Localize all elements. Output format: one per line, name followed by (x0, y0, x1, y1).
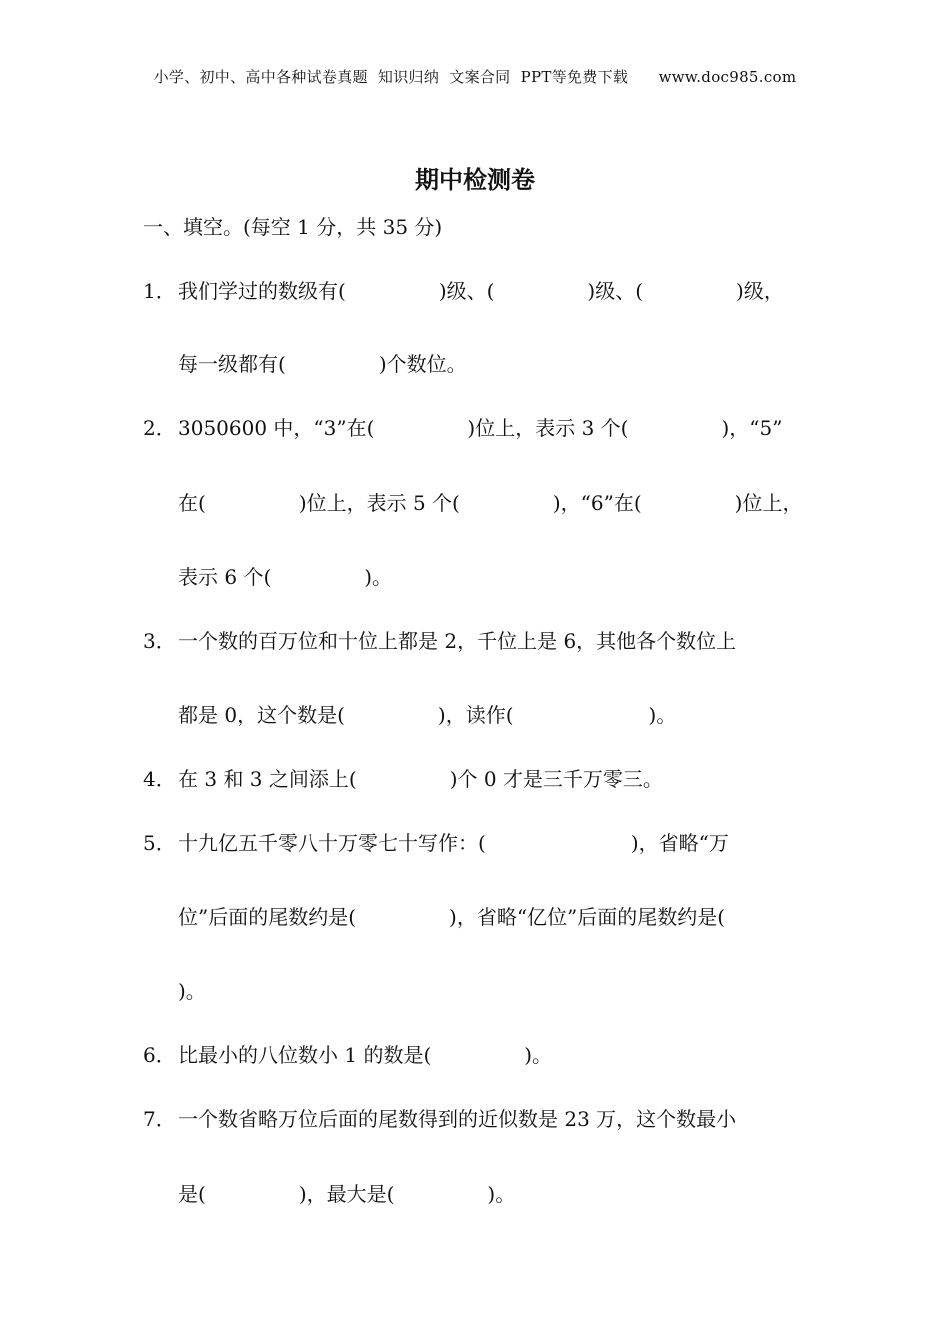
question-text: )位上，表示 5 个( (298, 491, 460, 515)
answer-blank[interactable] (514, 701, 649, 729)
answer-blank[interactable] (494, 277, 587, 305)
question-1-line-1 (143, 277, 784, 305)
answer-blank[interactable] (206, 1180, 299, 1208)
question-number: 3． (143, 629, 176, 653)
question-text: 是( (178, 1182, 206, 1206)
answer-blank[interactable] (286, 350, 379, 378)
question-text: 我们学过的数级有( (178, 279, 346, 303)
question-5-line-2 (178, 903, 725, 931)
question-text: )，省略“亿位”后面的尾数约是( (449, 905, 726, 929)
answer-blank[interactable] (374, 414, 467, 442)
question-number: 5． (143, 831, 176, 855)
question-text: 都是 0，这个数是( (178, 703, 345, 727)
question-number: 4． (143, 767, 176, 791)
question-3-line-1 (143, 627, 736, 655)
question-text: )个数位。 (378, 352, 467, 376)
question-4-line-1 (143, 765, 663, 793)
question-text: )位上，表示 3 个( (467, 416, 629, 440)
question-text: 一个数的百万位和十位上都是 2，千位上是 6，其他各个数位上 (178, 629, 737, 653)
question-text: )。 (524, 1043, 553, 1067)
question-text: 一个数省略万位后面的尾数得到的近似数是 23 万，这个数最小 (178, 1107, 737, 1131)
question-text: )级、( (438, 279, 495, 303)
question-2-line-3 (178, 563, 392, 591)
answer-blank[interactable] (642, 489, 735, 517)
question-text: 在( (178, 491, 206, 515)
answer-blank[interactable] (628, 414, 721, 442)
question-text: )级， (736, 279, 784, 303)
question-number: 6． (143, 1043, 176, 1067)
question-number: 1． (143, 279, 176, 303)
question-text: )，最大是( (298, 1182, 395, 1206)
question-text: )个 0 才是三千万零三。 (449, 767, 663, 791)
answer-blank[interactable] (643, 277, 736, 305)
question-number: 2． (143, 416, 176, 440)
question-text: 位”后面的尾数约是( (178, 905, 357, 929)
question-text: )。 (648, 703, 677, 727)
question-3-line-2 (178, 701, 676, 729)
answer-blank[interactable] (357, 765, 450, 793)
question-text: )。 (364, 565, 393, 589)
answer-blank[interactable] (460, 489, 553, 517)
question-text: 每一级都有( (178, 352, 286, 376)
question-text: )，省略“万 (630, 831, 729, 855)
question-7-line-1 (143, 1105, 736, 1133)
answer-blank[interactable] (206, 489, 299, 517)
question-text: 比最小的八位数小 1 的数是( (178, 1043, 432, 1067)
question-text: 表示 6 个( (178, 565, 272, 589)
answer-blank[interactable] (486, 829, 631, 857)
answer-blank[interactable] (271, 563, 364, 591)
question-2-line-2 (178, 489, 802, 517)
answer-blank[interactable] (346, 277, 439, 305)
question-text: 3050600 中，“3”在( (178, 416, 375, 440)
answer-blank[interactable] (394, 1180, 487, 1208)
question-text: 十九亿五千零八十万零七十写作：( (178, 831, 486, 855)
question-5-line-1 (143, 829, 729, 857)
question-text: )，“6”在( (552, 491, 642, 515)
question-2-line-1 (143, 414, 782, 442)
section-heading: 一、填空。(每空 1 分，共 35 分) (143, 215, 443, 239)
question-text: )，“5” (721, 416, 783, 440)
answer-blank[interactable] (431, 1041, 524, 1069)
question-text: )位上， (734, 491, 803, 515)
question-text: )。 (487, 1182, 516, 1206)
question-number: 7． (143, 1107, 176, 1131)
question-text: )，读作( (437, 703, 514, 727)
question-text: )级、( (587, 279, 644, 303)
page-header: 小学、初中、高中各种试卷真题 知识归纳 文案合同 PPT等免费下载 www.doc985.com (153, 68, 797, 86)
answer-blank[interactable] (356, 903, 449, 931)
question-6-line-1 (143, 1041, 552, 1069)
question-5-line-3 (178, 977, 206, 1005)
question-1-line-2 (178, 350, 467, 378)
question-text: )。 (178, 979, 206, 1003)
answer-blank[interactable] (345, 701, 438, 729)
question-text: 在 3 和 3 之间添上( (178, 767, 357, 791)
page-title: 期中检测卷 (415, 166, 535, 194)
question-7-line-2 (178, 1180, 515, 1208)
